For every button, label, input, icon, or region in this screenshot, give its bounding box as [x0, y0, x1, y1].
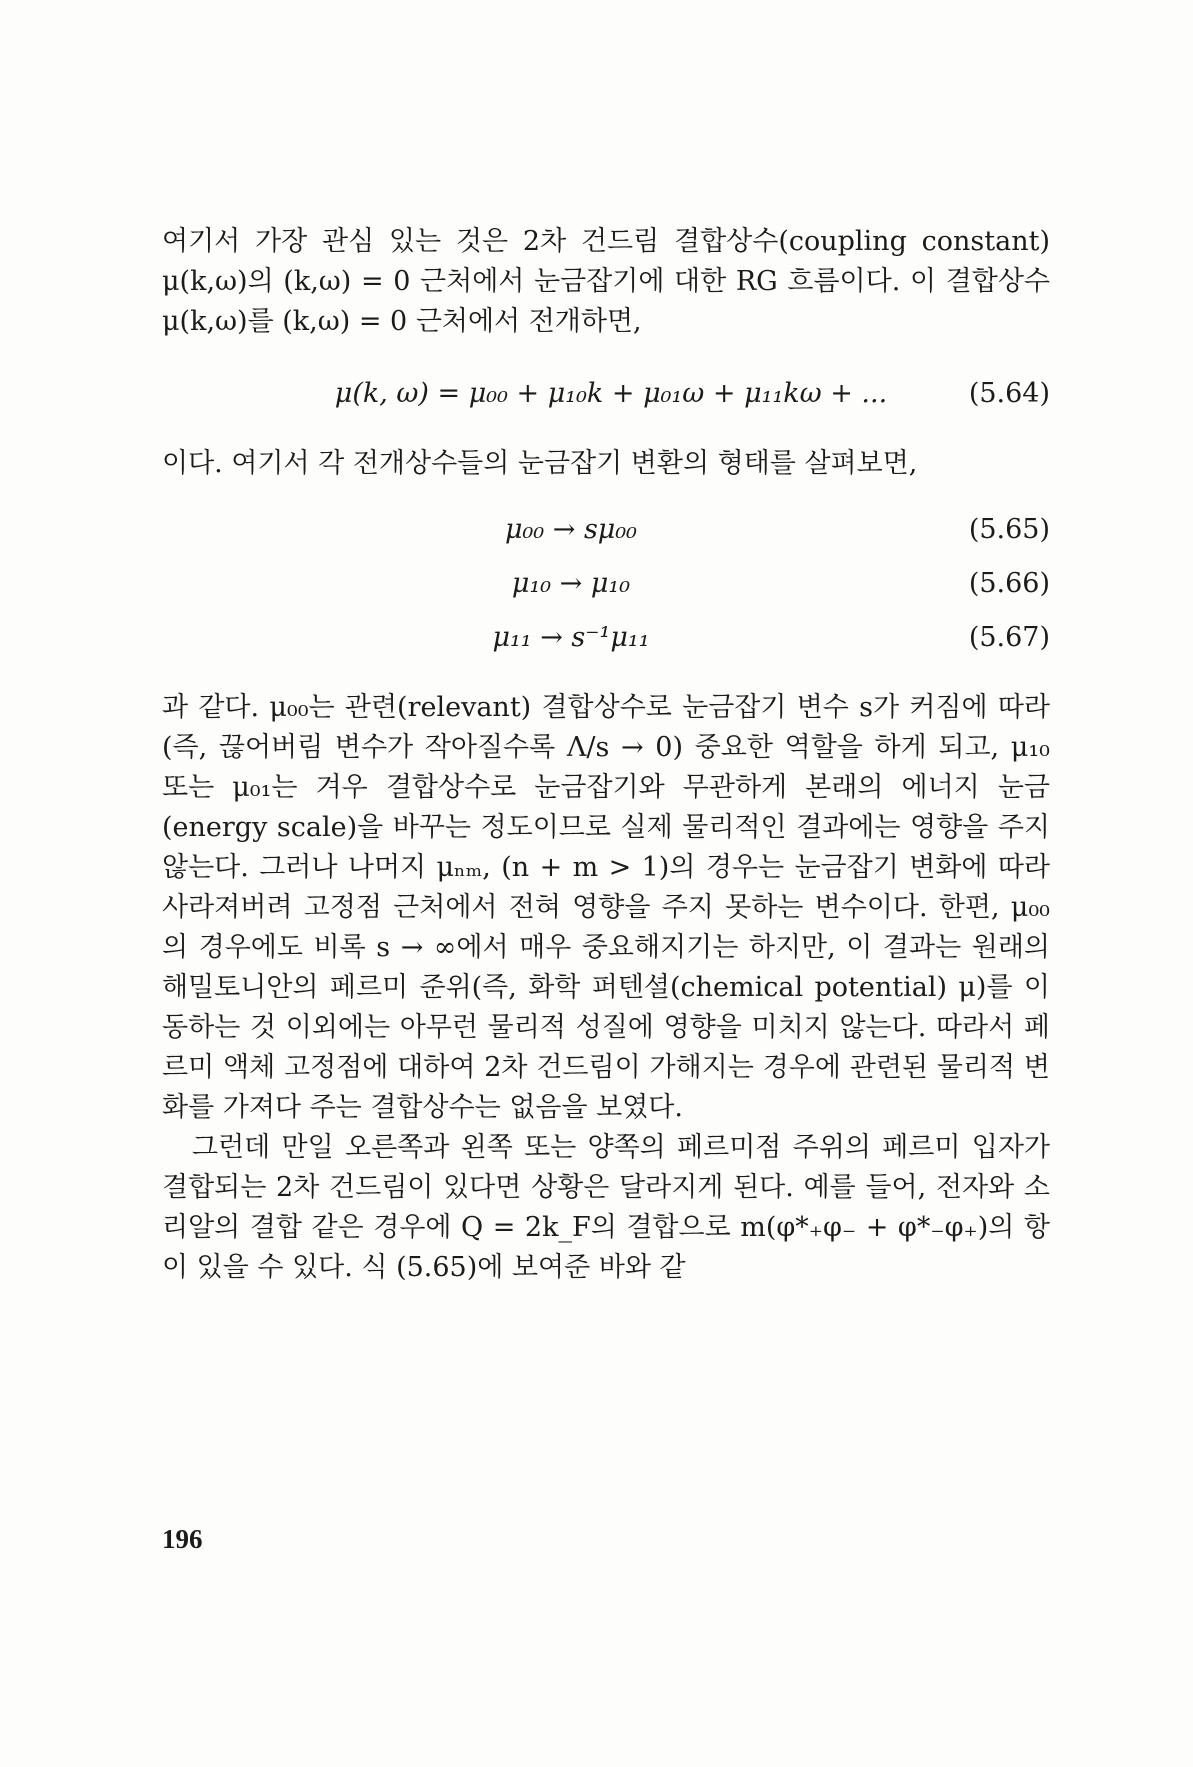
equation-number: (5.67) — [968, 622, 1050, 653]
equation-5-64 — [162, 374, 1050, 414]
equation-number: (5.65) — [968, 514, 1050, 545]
equation-formula: μ(k, ω) = μ₀₀ + μ₁₀k + μ₀₁ω + μ₁₁kω + ... — [334, 378, 888, 409]
equation-5-67 — [162, 618, 1050, 658]
page-number: 196 — [162, 1524, 203, 1554]
equation-5-66 — [162, 564, 1050, 604]
equation-5-65 — [162, 510, 1050, 550]
equation-formula: μ₀₀ → sμ₀₀ — [504, 514, 638, 545]
paragraph-2: 이다. 여기서 각 전개상수들의 눈금잡기 변환의 형태를 살펴보면, — [162, 448, 918, 479]
equation-block — [162, 510, 1050, 658]
paragraph-4: 그런데 만일 오른쪽과 왼쪽 또는 양쪽의 페르미점 주위의 페르미 입자가 결합되는 2차 건드림이 있다면 상황은 달라지게 된다. 예를 들어, 전자와 소리알의 결합 같은 경우에 Q = 2k_F의 결합으로 m(φ*₊φ₋ + φ*₋φ₊)의 항이 있을 수 있다. 식 (5.65)에 보여준 바와 같 — [162, 1132, 1050, 1283]
page-body — [162, 222, 1050, 1288]
paragraph-3: 과 같다. μ₀₀는 관련(relevant) 결합상수로 눈금잡기 변수 s가 커짐에 따라(즉, 끊어버림 변수가 작아질수록 Λ/s → 0) 중요한 역할을 하게 되고, μ₁₀ 또는 μ₀₁는 겨우 결합상수로 눈금잡기와 무관하게 본래의 에너지 눈금(energy scale)을 바꾸는 정도이므로 실제 물리적인 결과에는 영향을 주지 않는다. 그러나 나머지 μₙₘ, (n + m > 1)의 경우는 눈금잡기 변화에 따라 사라져버려 고정점 근처에서 전혀 영향을 주지 못하는 변수이다. 한편, μ₀₀의 경우에도 비록 s → ∞에서 매우 중요해지기는 하지만, 이 결과는 원래의 해밀토니안의 페르미 준위(즉, 화학 퍼텐셜(chemical potential) μ)를 이동하는 것 이외에는 아무런 물리적 성질에 영향을 미치지 않는다. 따라서 페르미 액체 고정점에 대하여 2차 건드림이 가해지는 경우에 관련된 물리적 변화를 가져다 주는 결합상수는 없음을 보였다. — [162, 692, 1050, 1123]
paragraph-1: 여기서 가장 관심 있는 것은 2차 건드림 결합상수(coupling constant) μ(k,ω)의 (k,ω) = 0 근처에서 눈금잡기에 대한 RG 흐름이다. 이 결합상수 μ(k,ω)를 (k,ω) = 0 근처에서 전개하면, — [162, 226, 1050, 337]
equation-number: (5.66) — [968, 568, 1050, 599]
equation-number: (5.64) — [968, 378, 1050, 409]
equation-formula: μ₁₀ → μ₁₀ — [511, 568, 631, 599]
equation-formula: μ₁₁ → s⁻¹μ₁₁ — [492, 622, 650, 653]
